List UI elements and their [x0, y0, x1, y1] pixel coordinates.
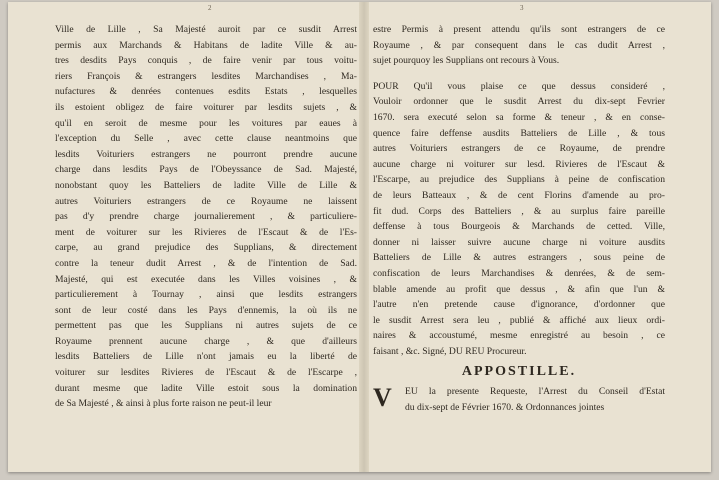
- left-page-line: contre la teneur dudit Arrest , & de l'intention de Sad.: [55, 257, 357, 269]
- left-page-line: l'exception du Selle , avec cette clause neantmoins que: [55, 133, 357, 145]
- request-line: Vouloir ordonner que le susdit Arrest du dix-sept Fevrier: [373, 96, 665, 108]
- drop-cap: V: [373, 383, 392, 413]
- request-line: confiscation de leurs Marchandises & denrées, & de sem-: [373, 267, 665, 279]
- request-line: le susdit Arrest sera leu , publié & affiché aux lieux ordi-: [373, 314, 665, 326]
- closing-line: du dix-sept de Février 1670. & Ordonnances jointes: [405, 402, 605, 414]
- left-page-line: nufactures & denrées contenues esdits Estats , lesquelles: [55, 86, 357, 98]
- request-line: 1670. sera executé selon sa forme & teneur , & en conse-: [373, 111, 665, 123]
- left-page-line: Majesté, qui est executée dans les Villes voisines , &: [55, 273, 357, 285]
- request-line: l'Escarpe, au prejudice des Supplians à peine de confiscation: [373, 174, 665, 186]
- appostille-heading: APPOSTILLE.: [461, 364, 577, 380]
- left-page-line: qu'il en seroit de mesme pour les voitures par eaues à: [55, 117, 357, 129]
- left-page-line: particulierement à Tournay , ainsi que lesdits estrangers: [55, 289, 357, 301]
- document-sheet: [8, 2, 711, 472]
- intro-paragraph: [373, 22, 665, 69]
- request-line: de leurs Batteaux , & de cent Florins d'amende au pro-: [373, 189, 665, 201]
- left-page-line: permis aux Marchands & Habitans de ladite Ville & au-: [55, 39, 357, 51]
- request-line: quence faire deffense ausdits Batteliers de Lille , & tous: [373, 127, 665, 139]
- left-page-line: ils estoient obligez de faire voiturer par lesdits sujets , &: [55, 101, 357, 113]
- center-fold: [359, 2, 369, 472]
- left-page-line: riers François & estrangers lesdites Marchandises , Ma-: [55, 70, 357, 82]
- request-line: aucune charge ni voiturer sur lesd. Rivieres de l'Escaut &: [373, 158, 665, 170]
- left-page-line: lesdits Batteliers de Lille n'ont jamais eu la liberté de: [55, 351, 357, 363]
- left-page-line: Royaume prennent aucune charge , & que d'ailleurs: [55, 335, 357, 347]
- request-line: autres Voituriers estrangers de ce Royaume, de prendre: [373, 143, 665, 155]
- left-page-number: 2: [208, 4, 212, 12]
- request-line: fit dud. Corps des Batteliers , & au surplus faire pareille: [373, 205, 665, 217]
- left-page-line: permettent pas que les Supplians ni autres sujets de ce: [55, 320, 357, 332]
- left-page-line: pas d'y prendre charge journalierement , & particuliere-: [55, 211, 357, 223]
- closing-paragraph: [373, 384, 665, 415]
- request-line: faisant , &c. Signé, DU REU Procureur.: [373, 345, 527, 357]
- left-page-line: nonobstant quoy les Batteliers de ladite Ville de Lille &: [55, 179, 357, 191]
- right-page-text: [373, 22, 665, 416]
- left-page-line: Ville de Lille , Sa Majesté auroit par ce susdit Arrest: [55, 24, 357, 35]
- intro-line: sujet pourquoy les Supplians ont recours à Vous.: [373, 55, 560, 67]
- right-page-number: 3: [520, 4, 524, 12]
- request-line: Batteliers de Lille & autres estrangers , sous peine de: [373, 252, 665, 264]
- request-line: naires & accoustumé, mesme enregistré au besoin , ce: [373, 330, 665, 342]
- left-page-line: autres Voituriers estrangers de ce Royaume ne laissent: [55, 195, 357, 207]
- request-line: l'autre n'en pretende cause d'ignorance, d'ordonner que: [373, 299, 665, 311]
- request-line: blable amende au profit que dessus , & afin que l'un &: [373, 283, 665, 295]
- left-page-line: sont de leur costé dans les Pays d'ennemis, la où ils ne: [55, 304, 357, 316]
- left-page-line: lesdits Voituriers estrangers ne pourront prendre aucune: [55, 148, 357, 160]
- closing-line: EU la presente Requeste, l'Arrest du Conseil d'Estat: [405, 386, 665, 398]
- intro-line: Royaume , & par consequent dans le cas dudit Arrest ,: [373, 39, 665, 51]
- intro-line: estre Permis à present attendu qu'ils sont estrangers de ce: [373, 24, 665, 35]
- request-line: deffense à tous Bourgeois & Marchands de cetted. Ville,: [373, 221, 665, 233]
- left-page-line: de Sa Majesté , & ainsi à plus forte raison ne peut-il leur: [55, 398, 272, 410]
- left-page-line: durant mesme que ladite Ville estoit sous la domination: [55, 382, 357, 394]
- left-page-line: charge dans lesdits Pays de l'Obeyssance de Sad. Majesté,: [55, 164, 357, 176]
- request-line: donner ni laisser suivre aucune charge ni voiture ausdits: [373, 236, 665, 248]
- left-page-text: [55, 22, 357, 412]
- request-paragraph: [373, 79, 665, 360]
- left-page-line: voiturer sur lesdites Rivieres de l'Escaut & de l'Escarpe ,: [55, 367, 357, 379]
- left-page-line: tres desdits Pays conquis , de faire venir par tous voitu-: [55, 55, 357, 67]
- request-line: POUR Qu'il vous plaise ce que dessus consideré ,: [373, 80, 665, 92]
- left-page-line: ment de voiturer sur les Rivieres de l'Escaut & de l'Es-: [55, 226, 357, 238]
- left-page-line: carpe, au grand prejudice des Supplians, & directement: [55, 242, 357, 254]
